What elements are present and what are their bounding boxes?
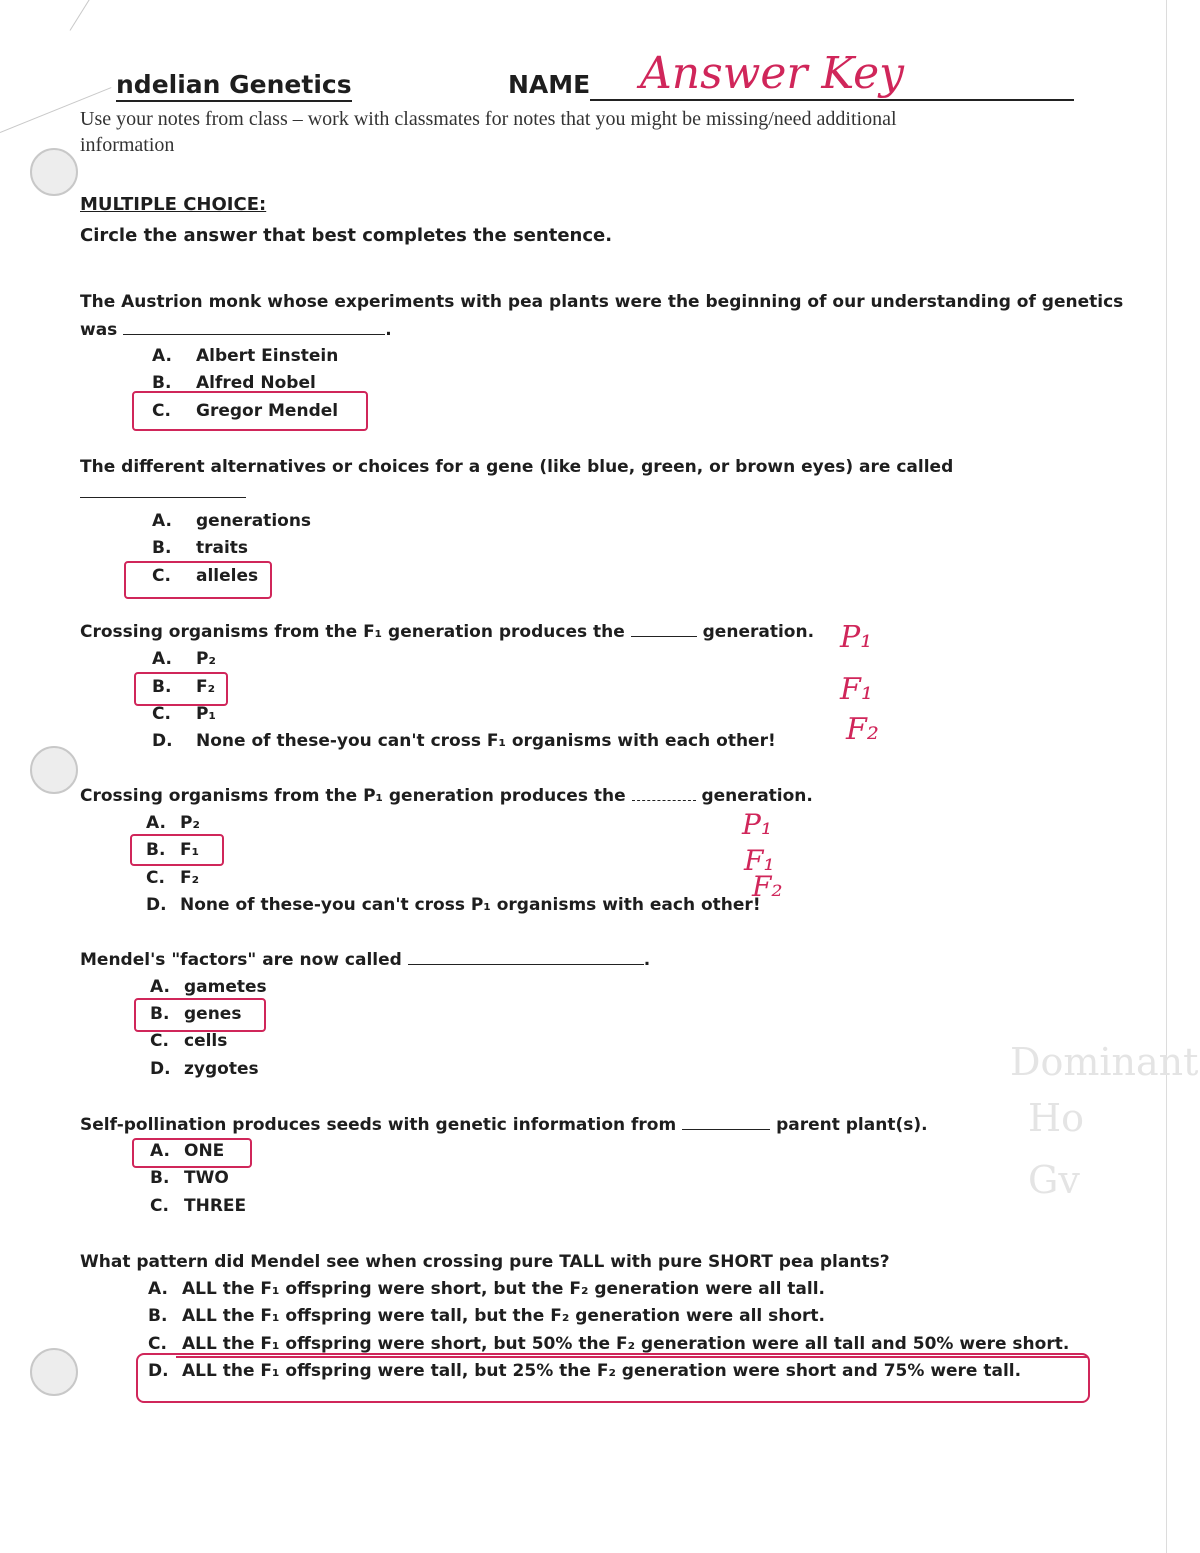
answer-underline xyxy=(176,1356,1088,1358)
option-correct: B. F₂ xyxy=(152,677,216,697)
margin-note: F₂ xyxy=(846,712,879,747)
option-correct: C. Gregor Mendel xyxy=(152,401,339,421)
option: A. P₂ xyxy=(146,813,200,833)
answer-circle xyxy=(132,1138,252,1168)
option-correct: C. alleles xyxy=(152,566,259,586)
scan-fold-line xyxy=(70,0,119,31)
answer-blank xyxy=(632,786,696,801)
pencil-mark: Ho xyxy=(1028,1096,1085,1140)
option: B. ALL the F₁ offspring were tall, but the F₂ generation were all short. xyxy=(148,1306,826,1326)
answer-key-handwriting: Answer Key xyxy=(640,48,904,99)
margin-note: P₁ xyxy=(742,808,773,841)
answer-circle xyxy=(134,998,266,1032)
instructions: Use your notes from class – work with classmates for notes that you might be missing/need additional information xyxy=(80,108,897,156)
option: D. None of these-you can't cross F₁ organisms with each other! xyxy=(152,731,776,751)
margin-note: F₂ xyxy=(752,870,783,903)
section-heading: MULTIPLE CHOICE: xyxy=(80,194,267,215)
option: B. Alfred Nobel xyxy=(152,373,316,393)
option: C. ALL the F₁ offspring were short, but 50% the F₂ generation were all tall and 50% were short. xyxy=(148,1334,1070,1354)
option: A. ALL the F₁ offspring were short, but the F₂ generation were all tall. xyxy=(148,1279,826,1299)
pencil-mark: Gv xyxy=(1028,1158,1080,1202)
option: A. P₂ xyxy=(152,649,216,669)
question-2-text: The different alternatives or choices for a gene (like blue, green, or brown eyes) are called xyxy=(80,457,954,477)
punch-hole-middle xyxy=(30,746,78,794)
margin-note: P₁ xyxy=(840,620,873,655)
answer-blank xyxy=(80,497,246,498)
answer-circle xyxy=(130,834,224,866)
answer-circle xyxy=(134,672,228,706)
question-5-text: Mendel's "factors" are now called . xyxy=(80,950,651,970)
name-line xyxy=(590,99,1074,101)
option: A. generations xyxy=(152,511,312,531)
question-1-text: The Austrion monk whose experiments with pea plants were the beginning of our understanding of genetics xyxy=(80,292,1124,312)
section-instruction: Circle the answer that best completes the sentence. xyxy=(80,225,613,246)
option: A. gametes xyxy=(150,977,267,997)
option-correct: A. ONE xyxy=(150,1141,225,1161)
question-6-text: Self-pollination produces seeds with genetic information from parent plant(s). xyxy=(80,1115,928,1135)
answer-blank xyxy=(631,622,697,637)
option: C. F₂ xyxy=(146,868,200,888)
option: D. zygotes xyxy=(150,1059,259,1079)
option-correct: B. genes xyxy=(150,1004,242,1024)
punch-hole-bottom xyxy=(30,1348,78,1396)
answer-blank xyxy=(682,1115,770,1130)
punch-hole-top xyxy=(30,148,78,196)
option: B. TWO xyxy=(150,1168,229,1188)
answer-circle xyxy=(136,1353,1090,1403)
option: C. P₁ xyxy=(152,704,216,724)
option: C. cells xyxy=(150,1031,228,1051)
answer-blank xyxy=(408,950,644,965)
question-3-text: Crossing organisms from the F₁ generation produces the generation. xyxy=(80,622,815,642)
option: A. Albert Einstein xyxy=(152,346,339,366)
margin-note: F₁ xyxy=(840,672,873,707)
option: B. traits xyxy=(152,538,249,558)
name-label: NAME xyxy=(508,70,591,99)
answer-circle xyxy=(132,391,368,431)
question-4-text: Crossing organisms from the P₁ generation produces the generation. xyxy=(80,786,813,806)
pencil-mark: Dominant xyxy=(1010,1040,1199,1084)
question-1-text-cont: was . xyxy=(80,320,392,340)
option: D. None of these-you can't cross P₁ organisms with each other! xyxy=(146,895,761,915)
answer-blank xyxy=(123,320,385,335)
worksheet-title: ndelian Genetics xyxy=(116,70,352,99)
option-correct: B. F₁ xyxy=(146,840,200,860)
answer-circle xyxy=(124,561,272,599)
question-7-text: What pattern did Mendel see when crossing pure TALL with pure SHORT pea plants? xyxy=(80,1252,890,1272)
margin-note: F₁ xyxy=(744,844,775,877)
scan-edge-line xyxy=(1166,0,1167,1553)
option: C. THREE xyxy=(150,1196,247,1216)
option-correct: D. ALL the F₁ offspring were tall, but 25% the F₂ generation were short and 75% were tall. xyxy=(148,1361,1022,1381)
